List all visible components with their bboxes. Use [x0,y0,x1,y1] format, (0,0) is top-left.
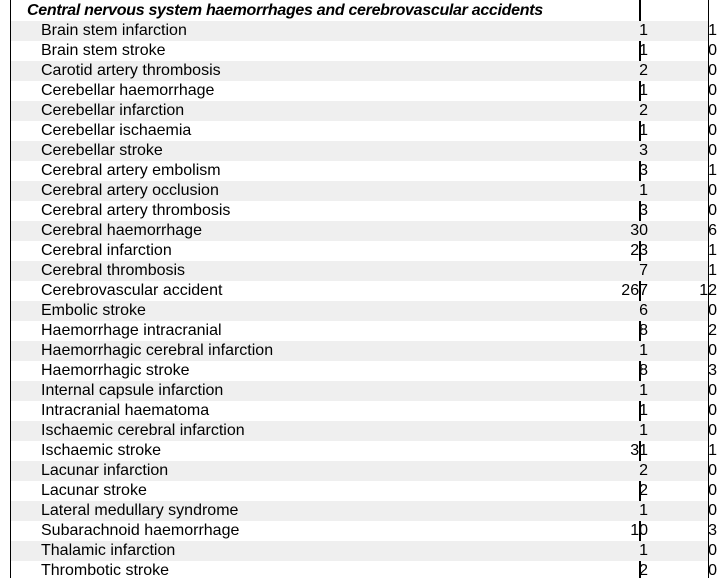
table-row [11,181,717,201]
row-term: Haemorrhagic stroke [41,362,190,379]
row-count-2: 0 [708,122,717,139]
row-term: Embolic stroke [41,302,146,319]
row-count-2: 0 [708,102,717,119]
row-count-1: 3 [639,162,648,179]
row-term: Cerebral thrombosis [41,262,186,279]
row-count-1: 1 [639,542,648,559]
row-count-1: 7 [639,262,648,279]
table-row [11,201,717,221]
row-term: Subarachnoid haemorrhage [41,522,240,539]
row-count-2: 0 [708,62,717,79]
table-row [11,441,717,461]
table-row [11,121,717,141]
table-row [11,21,717,41]
row-count-2: 2 [708,322,717,339]
row-count-2: 3 [708,522,717,539]
row-count-1: 1 [639,122,648,139]
row-count-1: 2 [639,482,648,499]
row-term: Lacunar stroke [41,482,147,499]
row-count-1: 2 [639,562,648,579]
row-count-2: 0 [708,502,717,519]
row-term: Thalamic infarction [41,542,176,559]
row-term: Ischaemic stroke [41,442,162,459]
row-count-1: 2 [639,462,648,479]
row-count-1: 2 [639,102,648,119]
table-row [11,361,717,381]
row-count-1: 3 [639,142,648,159]
row-term: Cerebral artery thrombosis [41,202,231,219]
row-count-2: 0 [708,402,717,419]
row-term: Haemorrhage intracranial [41,322,222,339]
table-row [11,461,717,481]
row-term: Cerebral infarction [41,242,172,259]
row-count-1: 1 [639,402,648,419]
section-title: Central nervous system haemorrhages and cerebrovascular accidents [27,2,543,19]
row-count-2: 0 [708,382,717,399]
row-count-2: 0 [708,482,717,499]
table-row [11,81,717,101]
row-count-2: 0 [708,182,717,199]
table-row [11,301,717,321]
row-count-2: 12 [699,282,717,299]
row-term: Cerebral haemorrhage [41,222,202,239]
row-count-2: 0 [708,142,717,159]
row-count-1: 2 [639,62,648,79]
table-row [11,61,717,81]
row-count-1: 3 [639,202,648,219]
row-count-1: 8 [639,362,648,379]
row-term: Cerebral artery embolism [41,162,221,179]
table-row [11,281,717,301]
row-count-1: 1 [639,422,648,439]
row-count-2: 0 [708,462,717,479]
row-count-2: 3 [708,362,717,379]
row-count-2: 0 [708,422,717,439]
row-term: Cerebrovascular accident [41,282,223,299]
row-term: Brain stem infarction [41,22,187,39]
row-term: Intracranial haematoma [41,402,210,419]
row-term: Lacunar infarction [41,462,169,479]
table-row [11,421,717,441]
row-count-2: 1 [708,442,717,459]
row-term: Internal capsule infarction [41,382,224,399]
row-count-1: 30 [630,222,648,239]
table-row [11,141,717,161]
table-row [11,401,717,421]
row-count-1: 1 [639,382,648,399]
row-count-2: 0 [708,342,717,359]
row-count-1: 6 [639,302,648,319]
row-count-1: 1 [639,82,648,99]
table-row [11,321,717,341]
table-row [11,241,717,261]
row-term: Haemorrhagic cerebral infarction [41,342,274,359]
row-term: Thrombotic stroke [41,562,170,579]
row-count-2: 0 [708,542,717,559]
row-count-2: 1 [708,162,717,179]
row-term: Cerebral artery occlusion [41,182,219,199]
row-count-2: 1 [708,242,717,259]
row-count-2: 0 [708,42,717,59]
row-count-1: 31 [630,442,648,459]
row-count-1: 1 [639,342,648,359]
table-row [11,341,717,361]
row-count-2: 0 [708,82,717,99]
row-count-2: 0 [708,562,717,579]
row-count-2: 0 [708,302,717,319]
row-count-1: 267 [621,282,648,299]
row-term: Ischaemic cerebral infarction [41,422,245,439]
row-term: Cerebellar infarction [41,102,185,119]
row-count-2: 1 [708,262,717,279]
row-count-1: 1 [639,502,648,519]
table-row [11,101,717,121]
table-row [11,261,717,281]
table-row [11,561,717,581]
table-row [11,161,717,181]
row-count-2: 0 [708,202,717,219]
table-row [11,41,717,61]
row-count-1: 23 [630,242,648,259]
table-row [11,481,717,501]
row-term: Lateral medullary syndrome [41,502,239,519]
row-count-2: 6 [708,222,717,239]
row-count-1: 1 [639,182,648,199]
table-row [11,521,717,541]
row-count-2: 1 [708,22,717,39]
row-count-1: 1 [639,42,648,59]
row-term: Cerebellar ischaemia [41,122,192,139]
row-count-1: 1 [639,22,648,39]
row-count-1: 10 [630,522,648,539]
table-row [11,221,717,241]
row-count-1: 8 [639,322,648,339]
row-term: Cerebellar stroke [41,142,163,159]
table-row [11,381,717,401]
row-term: Carotid artery thrombosis [41,62,221,79]
table-row [11,541,717,561]
table-row [11,501,717,521]
row-term: Brain stem stroke [41,42,166,59]
row-term: Cerebellar haemorrhage [41,82,215,99]
